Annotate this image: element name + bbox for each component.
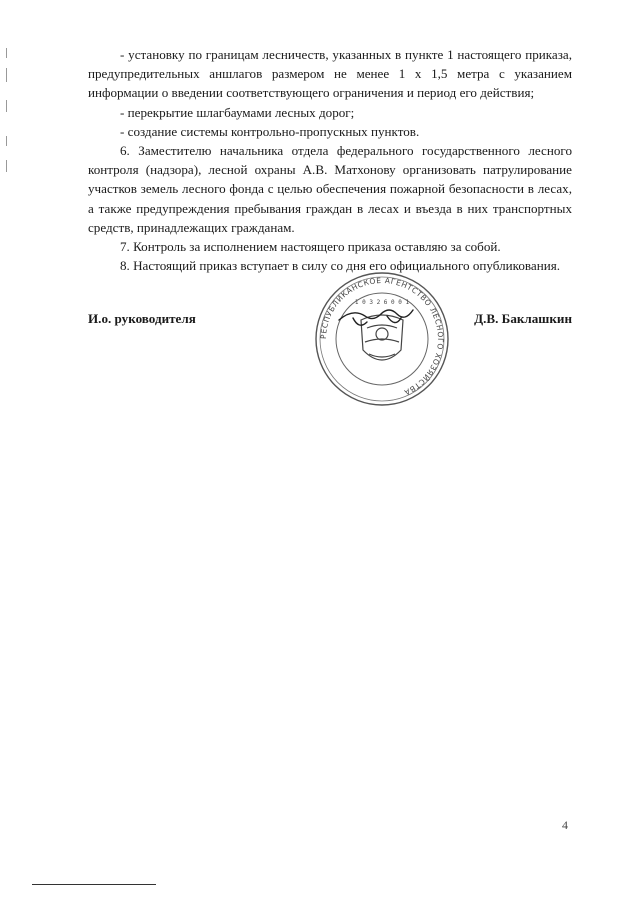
paragraph-item-6: 6. Заместителю начальника отдела федерального государственного лесного контроля (надзора), лесной охраны А.В. Матхонову организовать патрулирование участков земель лесного фонда с целью обеспечения пожарной безопасности в лесах, а также предупреждения пребывания граждан в лесах и въезда в них транспортных средств, принадлежащих гражданам. — [88, 143, 572, 235]
paragraph-barriers: - перекрытие шлагбаумами лесных дорог; — [120, 104, 355, 120]
paragraph-item-8: 8. Настоящий приказ вступает в силу со дня его официального опубликования. — [120, 258, 561, 274]
signature-scribble-icon — [339, 310, 413, 325]
signatory-position: И.о. руководителя — [88, 311, 196, 326]
body-text — [88, 45, 572, 275]
footnote-divider — [32, 884, 156, 885]
seal-number: 1 0 3 2 6 0 0 1 — [354, 299, 410, 306]
paragraph-signage: - установку по границам лесничеств, указанных в пункте 1 настоящего приказа, предупредительных аншлагов размером не менее 1 х 1,5 метра с указанием информации о введении соответствующего ограничения и период его действия; — [88, 47, 572, 101]
paragraph-item-7: 7. Контроль за исполнением настоящего приказа оставляю за собой. — [120, 239, 501, 255]
seal-ring-text: РЕСПУБЛИКАНСКОЕ АГЕНТСТВО ЛЕСНОГО ХОЗЯЙСТВА — [318, 275, 446, 398]
signatory-name: Д.В. Баклашкин — [474, 311, 572, 326]
margin-scan-marks — [6, 40, 10, 180]
official-seal-stamp — [309, 270, 455, 408]
svg-text:РЕСПУБЛИКАНСКОЕ АГЕНТСТВО ЛЕСН — [319, 276, 445, 397]
paragraph-checkpoints: - создание системы контрольно-пропускных пунктов. — [120, 123, 420, 139]
page-number: 4 — [562, 818, 568, 832]
